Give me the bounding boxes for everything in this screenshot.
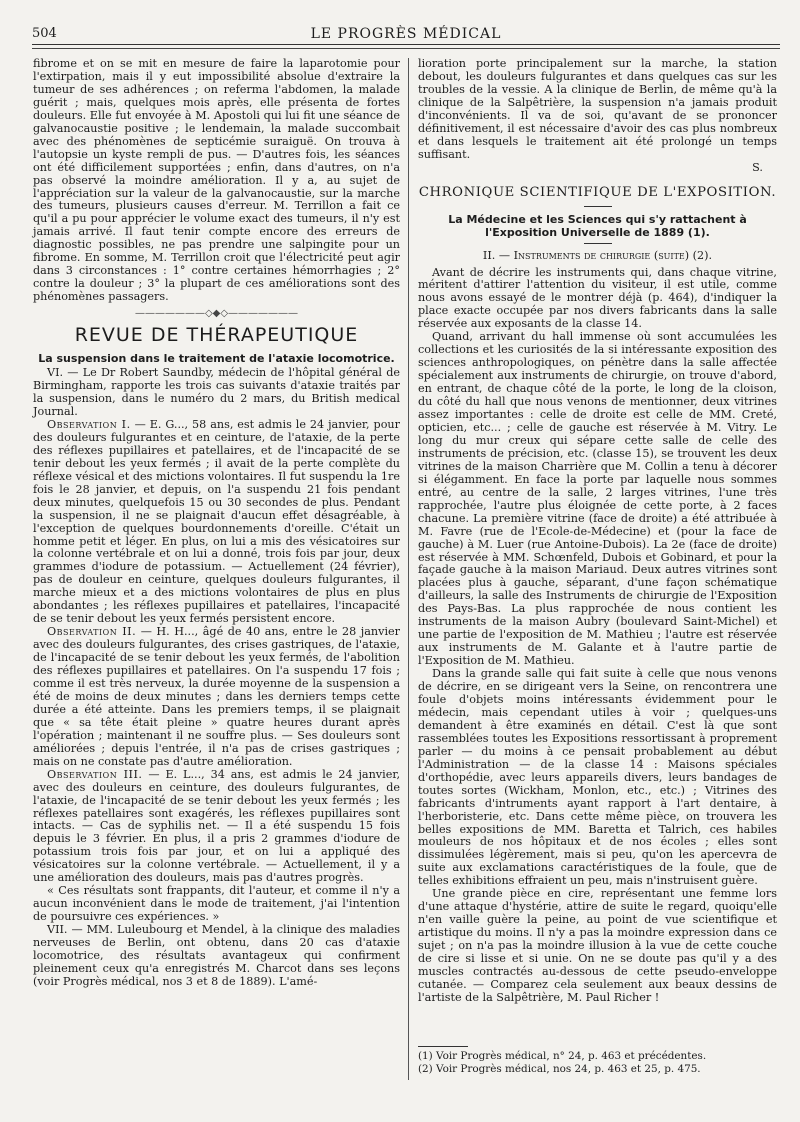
observation-3-label: Observation III. <box>47 767 143 781</box>
paragraph-3: Dans la grande salle qui fait suite à celle que nous venons de décrire, en se dirigeant vers la Seine, on rencontrera une foule d'objets moins intéressants évidemment pour le médecin, mais cependant utiles à voir ; quelques-uns demandent à être examinés en détail. C'est là que sont rassemblées toutes les Expositions ressortissant à proprement parler — du moins à ce pensait probablement au début l'Administration — de la classe 14 : Maisons spéciales d'orthopédie, avec leurs appareils divers, leurs bandages de toutes sortes (Wickham, Monlon, etc., etc.) ; Vitrines des fabricants d'intruments ayant rapport à l'art dentaire, à l'herboristerie, etc. Dans cette même pièce, on trouvera les belles expositions de MM. Baretta et Talrich, ces habiles mouleurs de nos hôpitaux et de nos écoles ; elles sont dissimulées légèrement, mais si peu, qu'on les apercevra de suite aux exclamations caractéristiques de la foule, que de telles exhibitions effraient un peu, mais n'instruisent guère. <box>418 667 777 888</box>
section-title-therapeutique: REVUE DE THÉRAPEUTIQUE <box>74 324 359 347</box>
footnote-2: (2) Voir Progrès médical, nos 24, p. 463 et 25, p. 475. <box>418 1063 701 1075</box>
paragraph-vii: VII. — MM. Luleubourg et Mendel, à la clinique des maladies nerveuses de Berlin, ont obtenu, dans 20 cas d'ataxie locomotrice, des résultats avantageux qui confirment pleinement ceux qu'a enregistrés M. Charcot dans ses leçons (voir Progrès médical, nos 3 et 8 de 1889). L'amé- <box>33 923 400 988</box>
observation-2-text: — H. H..., âgé de 40 ans, entre le 28 janvier avec des douleurs fulgurantes, des crises gastriques, de l'ataxie, de l'incapacité de se tenir debout les yeux fermés, de l'abolition des réflexes pupillaires et patellaires. On l'a suspendu 17 fois ; comme il est très nerveux, la durée moyenne de la suspension a été de moins de deux minutes ; dans les derniers temps cette durée a été atteinte. Dans les premiers temps, il se plaignait que « sa tête était pleine » quatre heures durant après l'opération ; maintenant il ne souffre plus. — Ses douleurs sont améliorées ; depuis l'entrée, il n'a pas de crises gastriques ; mais on ne constate pas d'autre amélioration. <box>33 625 400 768</box>
observation-1 <box>33 419 400 626</box>
paragraph-4: Une grande pièce en cire, représentant une femme lors d'une attaque d'hystérie, attire de suite le regard, quoiqu'elle n'en vaille guère la peine, au point de vue scientifique et artistique du moins. Il n'y a pas la moindre expression dans ce sujet ; on n'a pas la moindre illusion à la vue de cette couche de cire si lisse et si unie. On ne se doute pas qu'il y a des muscles contractés au-dessous de cette pseudo-enveloppe cutanée. — Comparez cela seulement aux beaux dessins de l'artiste de la Salpêtrière, M. Paul Richer ! <box>418 887 777 1004</box>
short-rule-2 <box>584 243 612 244</box>
header-rule-thin <box>32 48 780 49</box>
author-quote: « Ces résultats sont frappants, dit l'auteur, et comme il n'y a aucun inconvénient dans le mode de traitement, j'ai l'intention de poursuivre ces expériences. » <box>33 884 400 924</box>
ornament-divider: ———————◇◆◇——————— <box>134 308 299 320</box>
signature: S. <box>752 160 763 174</box>
paragraph-2: Quand, arrivant du hall immense où sont accumulées les collections et les curiosités de la si intéressante exposition des sciences anthropologiques, on pénètre dans la salle affectée spécialement aux instruments de chirurgie, on trouve d'abord, en entrant, de chaque côté de la porte, le long de la cloison, du côté du hall que nous venons de mentionner, deux vitrines assez importantes : celle de droite est celle de MM. Creté, opticien, etc... ; celle de gauche est réservée à M. Vitry. Le long du mur creux qui sépare cette salle de celle des instruments de précision, etc. (classe 15), se trouvent les deux vitrines de la maison Charrière que M. Collin a tenu à décorer si élégamment. En face la porte par laquelle nous sommes entré, au centre de la salle, 2 larges vitrines, l'une très rapprochée, l'autre plus éloignée de cette porte, à 2 faces chacune. La première vitrine (face de droite) a été attribuée à M. Favre (rue de l'Ecole-de-Médecine) et (pour la face de gauche) à M. Luer (rue Antoine-Dubois). La 2e (face de droite) est réservée à MM. Schœnfeld, Dubois et Gobinard, et pour la façade gauche à la maison Mariaud. Deux autres vitrines sont placées plus à gauche, séparant, d'une façon schématique d'ailleurs, la salle des Instruments de chirurgie de l'Exposition des Pays-Bas. La plus rapprochée de nous contient les instruments de la maison Aubry (boulevard Saint-Michel) et une partie de l'exposition de M. Mathieu ; l'autre est réservée aux instruments de M. Galante et à l'autre partie de l'Exposition de M. Mathieu. <box>418 330 777 668</box>
left-column <box>33 58 400 989</box>
footnotes <box>418 1046 777 1076</box>
observation-1-label: Observation I. <box>47 417 131 431</box>
journal-title: LE PROGRÈS MÉDICAL <box>310 26 502 42</box>
footnote-rule <box>418 1046 468 1047</box>
observation-2-label: Observation II. <box>47 625 137 639</box>
observation-2 <box>33 626 400 768</box>
section-title-chronique: CHRONIQUE SCIENTIFIQUE DE L'EXPOSITION. <box>418 184 777 200</box>
continuation-paragraph: lioration porte principalement sur la marche, la station debout, les douleurs fulgurantes et dans quelques cas sur les troubles de la vessie. A la clinique de Berlin, de même qu'à la clinique de la Salpêtrière, la suspension n'a jamais produit d'inconvénients. Il va de soi, qu'avant de se prononcer définitivement, il est nécessaire d'avoir des cas plus nombreux et dans lesquels le traitement ait été prolongé un temps suffisant. <box>418 57 777 161</box>
header-rule <box>32 44 780 45</box>
short-rule <box>584 206 612 207</box>
observation-3 <box>33 769 400 886</box>
column-divider <box>408 58 409 1080</box>
subheading-exposition: La Médecine et les Sciences qui s'y rattachent à l'Exposition Universelle de 1889 (1). <box>448 212 747 239</box>
part-title: II. — Instruments de chirurgie (suite) (2). <box>482 248 713 262</box>
observation-3-text: — E. L..., 34 ans, est admis le 24 janvier, avec des douleurs en ceinture, des douleurs fulgurantes, de l'ataxie, de l'incapacité de se tenir debout les yeux fermés ; les réflexes patellaires sont exagérés, les réflexes pupillaires sont intacts. — Cas de syphilis net. — Il a été suspendu 15 fois depuis le 3 février. En plus, il a pris 2 grammes d'iodure de potassium trois fois par jour, et on lui a appliqué des vésicatoires sur la colonne vertébrale. — Actuellement, il y a une amélioration des douleurs, mais pas d'autres progrès. <box>33 767 400 885</box>
page-number: 504 <box>32 26 57 41</box>
right-column <box>418 58 777 1005</box>
observation-1-text: — E. G..., 58 ans, est admis le 24 janvier, pour des douleurs fulgurantes et en ceinture, de l'ataxie, de la perte des réflexes pupillaires et patellaires, et de l'incapacité de se tenir debout les yeux fermés ; il avait de la perte complète du réflexe vésical et des mictions volontaires. Il fut suspendu la 1re fois le 28 janvier, et depuis, on l'a suspendu 21 fois pendant deux minutes, quelquefois 15 ou 30 secondes de plus. Pendant la suspension, il ne se plaignait d'aucun effet désagréable, à l'exception de quelques bourdonnements d'oreille. C'était un homme petit et léger. En plus, on lui a mis des vésicatoires sur la colonne vertébrale et on lui a donné, trois fois par jour, deux grammes d'iodure de potassium. — Actuellement (24 février), pas de douleur en ceinture, quelques douleurs fulgurantes, il marche mieux et a des mictions volontaires de plus en plus abondantes ; les réflexes pupillaires et patellaires, l'incapacité de se tenir debout les yeux fermés persistent encore. <box>33 417 400 626</box>
paragraph-vi: VI. — Le Dr Robert Saundby, médecin de l'hôpital général de Birmingham, rapporte les trois cas suivants d'ataxie traités par la suspension, dans le numéro du 2 mars, du British medical Journal. <box>33 366 400 418</box>
footnote-1: (1) Voir Progrès médical, n° 24, p. 463 et précédentes. <box>418 1050 707 1062</box>
subheading-suspension: La suspension dans le traitement de l'ataxie locomotrice. <box>38 352 395 366</box>
intro-paragraph: fibrome et on se mit en mesure de faire la laparotomie pour l'extirpation, mais il y eut impossibilité absolue d'extraire la tumeur de ses adhérences ; on referma l'abdomen, la malade guérit ; mais, quelques mois après, elle présenta de fortes douleurs. Elle fut envoyée à M. Apostoli qui lui fit une séance de galvanocaustie positive ; le lendemain, la malade succombait avec des phénomènes de septicémie suraiguë. On trouva à l'autopsie un kyste rempli de pus. — D'autres fois, les séances ont été difficilement supportées ; enfin, dans d'autres, on n'a pas observé la moindre amélioration. Il y a, au sujet de l'appréciation sur la valeur de la galvanocaustie, sur la marche des tumeurs, plusieurs causes d'erreur. M. Terrillon a fait ce qu'il a pu pour apprécier le volume exact des tumeurs, il n'y est jamais arrivé. Il faut tenir compte encore des erreurs de diagnostic possibles, ne pas prendre une salpingite pour un fibrome. En somme, M. Terrillon croit que l'électricité peut agir dans 3 circonstances : 1° contre certaines hémorrhagies ; 2° contre la douleur ; 3° la plupart de ces améliorations sont des phénomènes passagers. <box>33 57 400 304</box>
page-header <box>32 26 780 46</box>
paragraph-1: Avant de décrire les instruments qui, dans chaque vitrine, méritent d'attirer l'attention du visiteur, il est utile, comme nous avons essayé de le montrer déjà (p. 464), d'indiquer la place exacte occupée par nos divers fabricants dans la salle réservée aux exposants de la classe 14. <box>418 265 777 331</box>
